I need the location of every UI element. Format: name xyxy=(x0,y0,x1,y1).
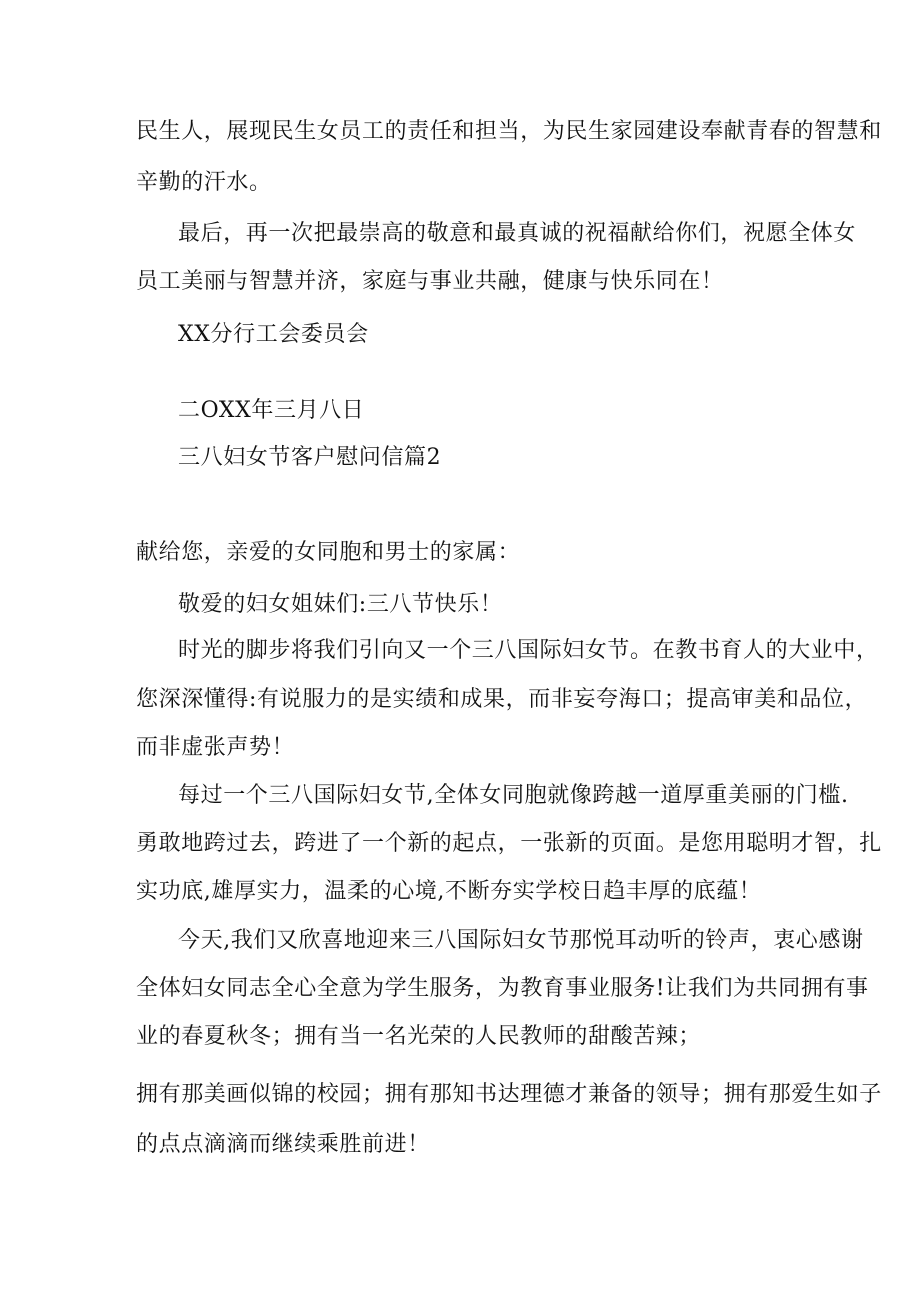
signature-date: 二OXX年三月八日 xyxy=(178,398,365,423)
text-line: 实功底,雄厚实力，温柔的心境,不断夯实学校日趋丰厚的底蕴！ xyxy=(136,879,762,904)
text-line: 而非虚张声势！ xyxy=(136,735,295,760)
text-line: 勇敢地跨过去，跨进了一个新的起点，一张新的页面。是您用聪明才智，扎 xyxy=(136,831,882,856)
text-line: 拥有那美画似锦的校园；拥有那知书达理德才兼备的领导；拥有那爱生如子 xyxy=(136,1082,882,1107)
text-line: 业的春夏秋冬；拥有当一名光荣的人民教师的甜酸苦辣； xyxy=(136,1024,702,1049)
text-line: 全体妇女同志全心全意为学生服务，为教育事业服务!让我们为共同拥有事 xyxy=(136,976,869,1001)
text-line: 民生人，展现民生女员工的责任和担当，为民生家园建设奉献青春的智慧和 xyxy=(136,119,882,144)
signature-organization: XX分行工会委员会 xyxy=(178,322,369,347)
text-line: 您深深懂得:有说服力的是实绩和成果，而非妄夸海口；提高审美和品位， xyxy=(136,687,868,712)
text-line: 员工美丽与智慧并济，家庭与事业共融，健康与快乐同在！ xyxy=(136,269,724,294)
text-line: 辛勤的汗水。 xyxy=(136,170,272,195)
greeting: 敬爱的妇女姐妹们:三八节快乐！ xyxy=(178,592,503,617)
text-line: 最后，再一次把最崇高的敬意和最真诚的祝福献给你们，祝愿全体女 xyxy=(178,221,857,246)
text-line: 今天,我们又欣喜地迎来三八国际妇女节那悦耳动听的铃声，衷心感谢 xyxy=(178,928,864,953)
salutation: 献给您，亲爱的女同胞和男士的家属： xyxy=(136,540,521,565)
text-line: 的点点滴滴而继续乘胜前进！ xyxy=(136,1132,430,1157)
text-line: 每过一个三八国际妇女节,全体女同胞就像跨越一道厚重美丽的门槛. xyxy=(178,783,849,808)
text-line: 时光的脚步将我们引向又一个三八国际妇女节。在教书育人的大业中， xyxy=(178,638,879,663)
section-title: 三八妇女节客户慰问信篇2 xyxy=(178,445,442,470)
